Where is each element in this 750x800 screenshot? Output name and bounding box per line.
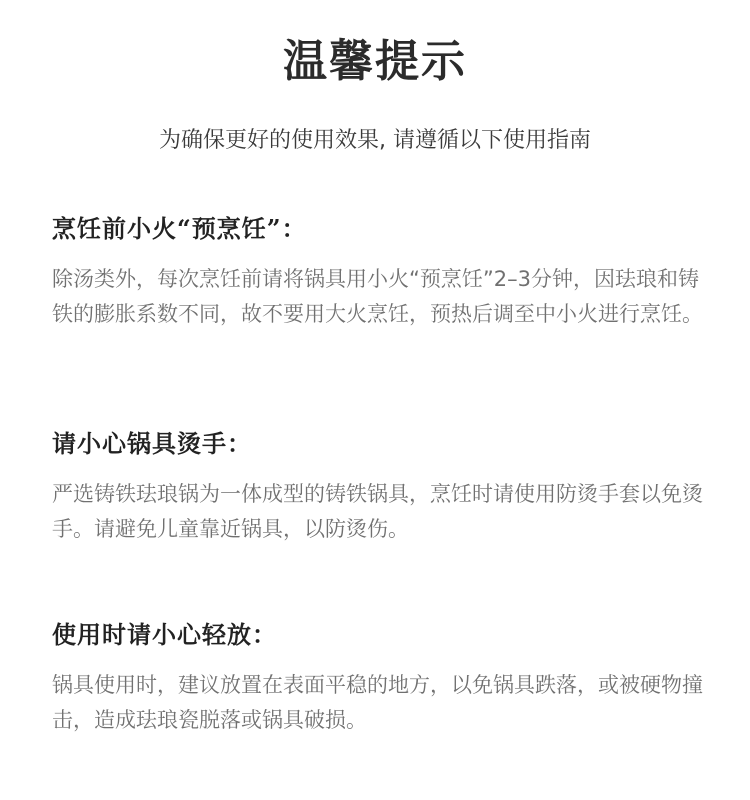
section-body: 除汤类外，每次烹饪前请将锅具用小火“预烹饪”2–3分钟，因珐琅和铸铁的膨胀系数不同，故不要用大火烹饪，预热后调至中小火进行烹饪。	[52, 267, 703, 326]
tip-section-handle-gently	[52, 618, 712, 738]
section-heading: 请小心锅具烫手：	[52, 429, 252, 458]
page-title: 温馨提示	[283, 36, 467, 87]
section-body: 严选铸铁珐琅锅为一体成型的铸铁锅具，烹饪时请使用防烫手套以免烫手。请避免儿童靠近锅具，以防烫伤。	[52, 482, 703, 541]
section-heading: 烹饪前小火“预烹饪”：	[52, 214, 307, 243]
page-subtitle: 为确保更好的使用效果, 请遵循以下使用指南	[159, 128, 591, 153]
section-heading: 使用时请小心轻放：	[52, 620, 277, 649]
section-body: 锅具使用时，建议放置在表面平稳的地方，以免锅具跌落，或被硬物撞击，造成珐琅瓷脱落或锅具破损。	[52, 673, 703, 732]
tip-section-preheat	[52, 212, 712, 332]
tip-section-hot-handle	[52, 427, 712, 547]
